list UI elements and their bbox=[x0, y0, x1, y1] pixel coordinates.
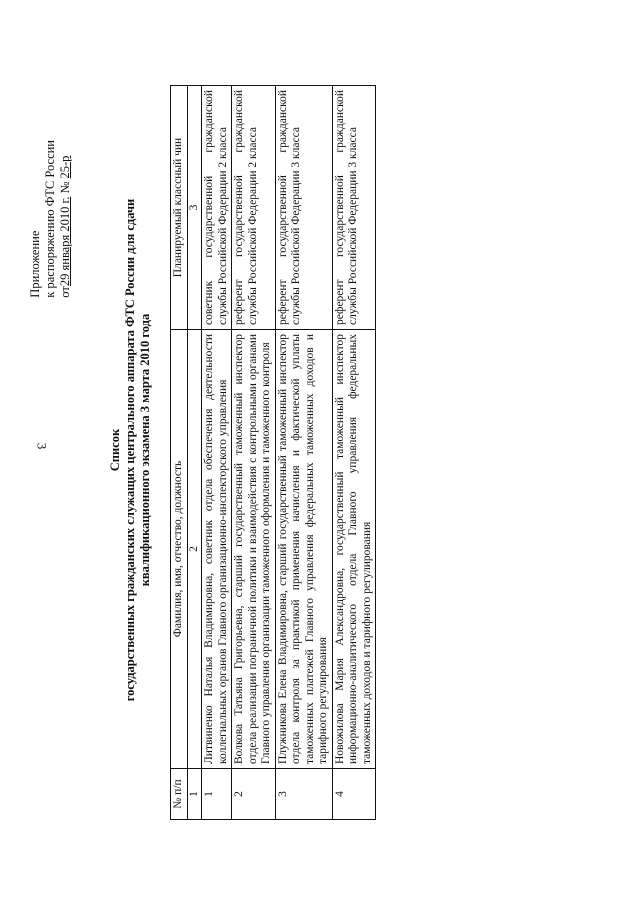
header-rank: Планируемый классный чин bbox=[171, 86, 188, 330]
appendix-date-line bbox=[58, 140, 73, 298]
appendix-date: 29 января 2010 г. bbox=[58, 196, 72, 287]
table-row bbox=[232, 86, 276, 820]
row-name: Литвиненко Наталья Владимировна, советник отдела обеспечения деятельности коллегиальных органов Главного организационно-инспекторского управления bbox=[202, 330, 232, 769]
row-number: 4 bbox=[332, 769, 376, 820]
index-cell: 3 bbox=[187, 86, 202, 330]
index-cell: 2 bbox=[187, 330, 202, 769]
table-header-row bbox=[171, 86, 188, 820]
table-row bbox=[275, 86, 332, 820]
document-page bbox=[20, 40, 620, 860]
appendix-date-prefix: от bbox=[58, 286, 72, 298]
appendix-title: Приложение bbox=[28, 230, 42, 298]
heading-title: Список bbox=[108, 428, 122, 472]
table-row bbox=[332, 86, 376, 820]
header-name: Фамилия, имя, отчество, должность bbox=[171, 330, 188, 769]
heading-subtitle-line2: квалификационного экзамена 3 марта 2010 года bbox=[138, 313, 152, 587]
row-rank: референт государственной гражданской службы Российской Федерации 2 класса bbox=[232, 86, 276, 330]
appendix-number-prefix: № bbox=[58, 181, 72, 194]
index-cell: 1 bbox=[187, 769, 202, 820]
row-name: Плужникова Елена Владимировна, старший государственный таможенный инспектор отдела контроля за практикой применения начисления и фактической уплаты таможенных платежей Главного управления федеральных таможенных доходов и тарифного регулирования bbox=[275, 330, 332, 769]
table-index-row bbox=[187, 86, 202, 820]
row-number: 3 bbox=[275, 769, 332, 820]
appendix-block bbox=[28, 140, 73, 298]
row-rank: референт государственной гражданской службы Российской Федерации 3 класса bbox=[332, 86, 376, 330]
table-row bbox=[202, 86, 232, 820]
row-number: 1 bbox=[202, 769, 232, 820]
row-rank: советник государственной гражданской службы Российской Федерации 2 класса bbox=[202, 86, 232, 330]
employee-table bbox=[170, 85, 376, 820]
header-number: № п/п bbox=[171, 769, 188, 820]
row-number: 2 bbox=[232, 769, 276, 820]
appendix-number: 25-р bbox=[58, 155, 72, 179]
appendix-order-ref: к распоряжению ФТС России bbox=[43, 140, 57, 298]
document-heading bbox=[108, 40, 153, 860]
page-number: 3 bbox=[34, 442, 50, 450]
row-rank: референт государственной гражданской службы Российской Федерации 3 класса bbox=[275, 86, 332, 330]
row-name: Волкова Татьяна Григорьевна, старший государственный таможенный инспектор отдела реализации пограничной политики и взаимодействия с контрольными органами Главного управления организации таможенного оформления и таможенного контроля bbox=[232, 330, 276, 769]
heading-subtitle-line1: государственных гражданских служащих центрального аппарата ФТС России для сдачи bbox=[123, 198, 137, 702]
row-name: Новожилова Мария Александровна, государственный таможенный инспектор информационно-аналитического отдела Главного управления федеральных таможенных доходов и тарифного регулирования bbox=[332, 330, 376, 769]
